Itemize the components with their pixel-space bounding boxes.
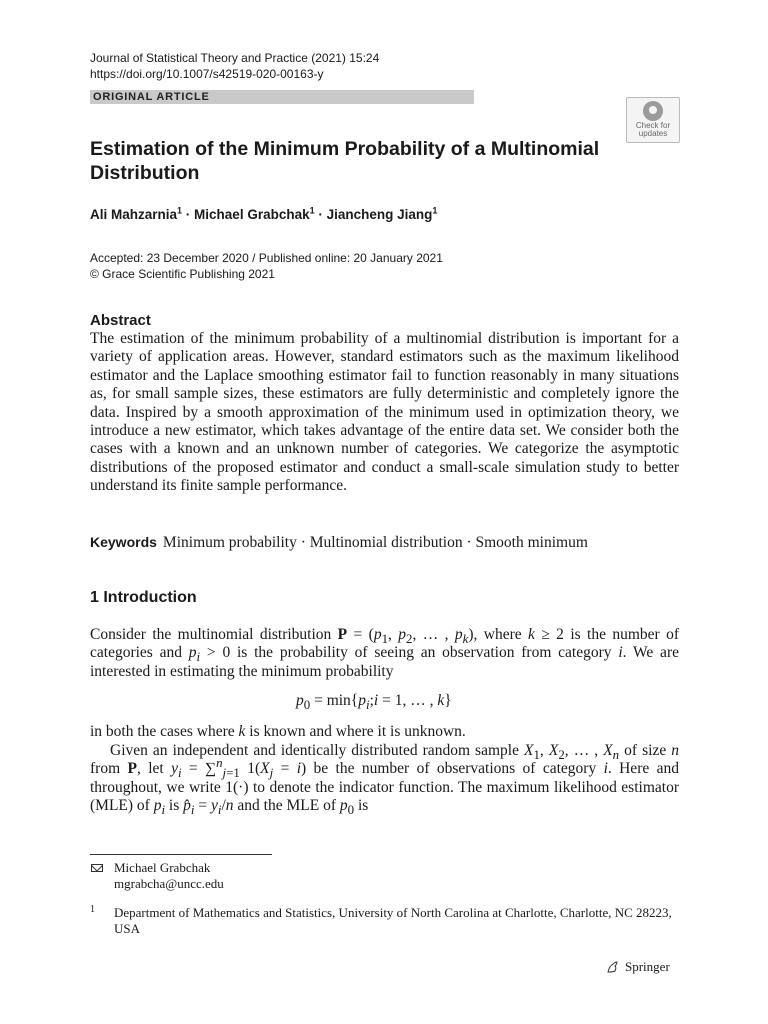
intro-text: of size	[619, 742, 672, 759]
author-name[interactable]: Michael Grabchak	[194, 207, 310, 222]
section-heading: 1 Introduction	[90, 589, 197, 606]
footnote-author-name: Michael Grabchak	[114, 860, 211, 875]
page-title: Estimation of the Minimum Probability of a Multinomial Distribution	[90, 138, 600, 184]
journal-name: Journal of Statistical Theory and Practice (2021) 15:24	[90, 51, 380, 65]
abstract-text: The estimation of the minimum probability of a multinomial distribution is important for a variety of application areas. However, standard estimators such as the maximum likelihood estimator and the Laplace smoothing estimator fail to function reasonably in many situations as, for small sample sizes, these estimators are fully deterministic and completely ignore the data. Inspired by a smooth approximation of the minimum used in optimization theory, we introduce a new estimator, which takes advantage of the entire data set. We consider both the cases with a known and an unknown number of categories. We categorize the asymptotic distributions of the proposed estimator and conduct a small-scale simulation study to better understand its finite sample performance.	[90, 330, 679, 495]
author-separator: ·	[314, 207, 327, 222]
author-list	[90, 207, 437, 222]
check-for-updates-badge[interactable]	[626, 97, 680, 143]
author-name[interactable]: Jiancheng Jiang	[326, 207, 433, 222]
intro-text: from	[90, 760, 128, 778]
publisher-name: Springer	[625, 959, 670, 974]
publisher-logo	[606, 959, 670, 975]
badge-line-1: Check for	[635, 121, 671, 130]
intro-text: be the number of observations of category	[306, 760, 604, 778]
intro-text: . We are interested in estimating the minimum probability	[90, 644, 679, 680]
envelope-icon	[91, 864, 103, 872]
intro-text: is	[165, 797, 184, 815]
intro-text: is the probability of seeing an observation from category	[230, 644, 619, 662]
intro-text: . Here and throughout, we write 1(·) to denote the indicator function. The maximum likelihood estimator (MLE) of	[90, 760, 679, 815]
footnote-mark: 1	[90, 904, 95, 915]
article-type-bar: ORIGINAL ARTICLE	[90, 90, 474, 104]
corresponding-author	[114, 860, 224, 892]
intro-paragraph-2: in both the cases where k is known and where it is unknown.	[90, 723, 466, 740]
footnote-email[interactable]: mgrabcha@uncc.edu	[114, 876, 224, 891]
intro-text: Given an independent and identically distributed random sample	[110, 742, 524, 759]
footnote-divider	[90, 854, 272, 855]
intro-text: , where	[473, 626, 529, 643]
intro-text: is the number of categories and	[90, 626, 679, 662]
springer-horse-icon	[606, 960, 620, 974]
publication-dates	[90, 250, 443, 282]
keywords-line	[90, 534, 588, 552]
crossmark-icon	[643, 101, 663, 121]
equation-p0: $p_0$ = $\min\{p_i;i = 1$, … , k}	[296, 692, 452, 713]
intro-paragraph-3: Given an independent and identically distributed random sample $X_1$, $X_2$, … , $X_n$ of size n from P, let $y_i = \sum^n_{j=1}$ $1(X_j = i)$ be the number of observations of category i. Here and throughout, we write 1(·) to denote the indicator function. The maximum likelihood estimator (MLE) of $p_i$ is $p̂_i = y_i/n$ and the MLE of $p_0$ is	[90, 742, 680, 818]
journal-citation	[90, 50, 379, 82]
abstract-heading: Abstract	[90, 312, 151, 329]
intro-text: Consider the multinomial distribution	[90, 626, 338, 643]
affiliation-mark: 1	[177, 205, 183, 216]
keywords-text: Minimum probability · Multinomial distribution · Smooth minimum	[162, 534, 588, 551]
doi-link[interactable]: https://doi.org/10.1007/s42519-020-00163-y	[90, 67, 324, 81]
intro-text: , let	[136, 760, 172, 778]
copyright-line: © Grace Scientific Publishing 2021	[90, 267, 275, 281]
accepted-published-line: Accepted: 23 December 2020 / Published online: 20 January 2021	[90, 251, 443, 265]
intro-text: and the MLE of	[233, 797, 340, 815]
keywords-label: Keywords	[90, 534, 157, 550]
affiliation-mark: 1	[309, 205, 315, 216]
affiliation-mark: 1	[432, 205, 438, 216]
badge-line-2: updates	[638, 129, 668, 138]
footnote-affiliation: Department of Mathematics and Statistics, University of North Carolina at Charlotte, Charlotte, NC 28223, USA	[114, 905, 672, 936]
author-separator: ·	[182, 207, 195, 222]
intro-paragraph-1: Consider the multinomial distribution $P = (p_1$, $p_2$, … , $p_k$), where k ≥ 2 is the number of categories and $p_i > 0$ is the probability of seeing an observation from category i. We are interested in estimating the minimum probability	[90, 626, 679, 680]
author-name[interactable]: Ali Mahzarnia	[90, 207, 178, 222]
